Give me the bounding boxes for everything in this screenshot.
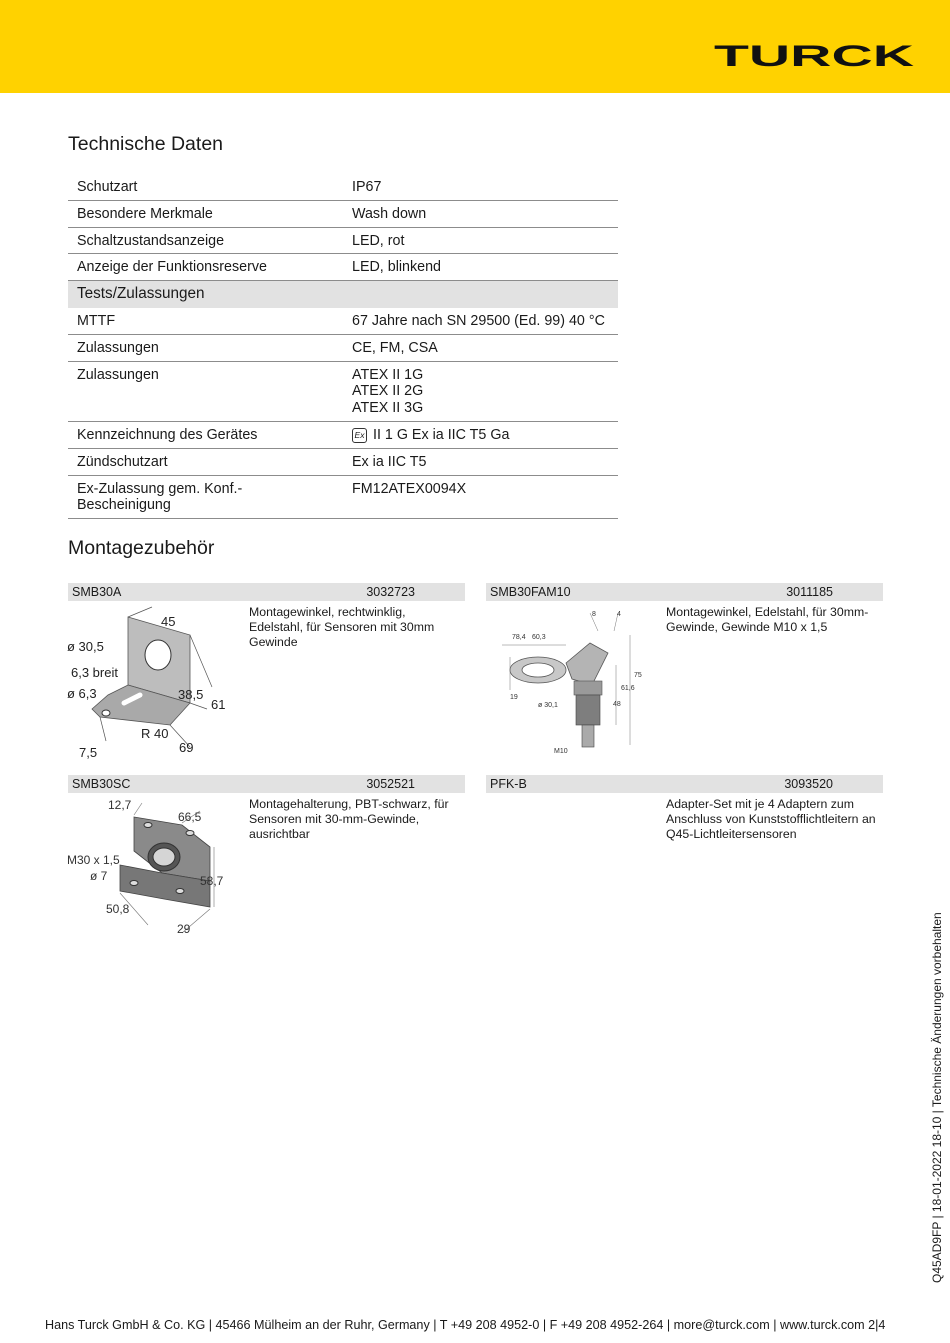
footer-contact: Hans Turck GmbH & Co. KG | 45466 Mülheim an der Ruhr, Germany | T +49 208 4952-0 | F +49 208 4952-264 | more@turck.com | www.turck.com 2|4 xyxy=(45,1318,886,1332)
svg-text:6,3 breit: 6,3 breit xyxy=(71,665,118,680)
svg-text:ø 7: ø 7 xyxy=(90,869,108,883)
svg-text:48: 48 xyxy=(613,701,621,708)
svg-text:78,4: 78,4 xyxy=(512,634,526,641)
tech-data-title: Technische Daten xyxy=(68,133,224,155)
svg-text:M10: M10 xyxy=(554,748,568,755)
svg-text:29: 29 xyxy=(177,922,191,936)
svg-text:19: 19 xyxy=(510,694,518,701)
accessory-description: Montagehalterung, PBT-schwarz, für Sensoren mit 30-mm-Gewinde, ausrichtbar xyxy=(249,797,449,841)
svg-text:ø 30,5: ø 30,5 xyxy=(67,639,104,654)
tech-data-table xyxy=(68,174,618,519)
smb30a-drawing xyxy=(62,605,242,768)
accessories-title: Montagezubehör xyxy=(68,537,215,559)
table-group-header: Tests/Zulassungen xyxy=(68,281,618,308)
side-revision-note: Q45AD9FP | 18-01-2022 18-10 | Technische Änderungen vorbehalten xyxy=(930,912,944,1283)
svg-text:4: 4 xyxy=(617,611,621,618)
svg-text:61: 61 xyxy=(211,697,226,712)
table-row: Anzeige der Funktionsreserve LED, blinkend xyxy=(68,254,618,281)
svg-text:M30 x 1,5: M30 x 1,5 xyxy=(67,853,120,867)
table-row: Zulassungen CE, FM, CSA xyxy=(68,334,618,361)
svg-text:R 40: R 40 xyxy=(141,726,169,741)
svg-text:66,5: 66,5 xyxy=(178,810,202,824)
table-row: Schutzart IP67 xyxy=(68,174,618,200)
svg-text:38,5: 38,5 xyxy=(178,687,204,702)
smb30sc-drawing xyxy=(62,795,242,945)
accessory-description: Montagewinkel, Edelstahl, für 30mm-Gewinde, Gewinde M10 x 1,5 xyxy=(666,605,869,634)
table-row: Zulassungen ATEX II 1G ATEX II 2G ATEX II 3G xyxy=(68,361,618,421)
logo-text: TURCK xyxy=(714,42,915,70)
accessory-header: SMB30A 3032723 xyxy=(68,583,465,601)
accessory-description: Montagewinkel, rechtwinklig, Edelstahl, für Sensoren mit 30mm Gewinde xyxy=(249,605,435,649)
table-row: Ex-Zulassung gem. Konf.-Bescheinigung FM12ATEX0094X xyxy=(68,475,618,519)
smb30fam10-drawing xyxy=(480,605,660,760)
svg-text:8: 8 xyxy=(592,611,596,618)
svg-text:45: 45 xyxy=(161,614,176,629)
table-row: MTTF 67 Jahre nach SN 29500 (Ed. 99) 40 °C xyxy=(68,308,618,334)
svg-text:ø 6,3: ø 6,3 xyxy=(67,686,97,701)
svg-text:75: 75 xyxy=(634,672,642,679)
svg-text:50,8: 50,8 xyxy=(106,902,130,916)
svg-text:7,5: 7,5 xyxy=(79,745,98,760)
turck-logo xyxy=(713,42,915,70)
accessory-header: PFK-B 3093520 xyxy=(486,775,883,793)
table-row: Kennzeichnung des Gerätes Ex II 1 G Ex ia IIC T5 Ga xyxy=(68,421,618,448)
table-row: Schaltzustandsanzeige LED, rot xyxy=(68,227,618,254)
svg-text:61,6: 61,6 xyxy=(621,685,635,692)
svg-text:12,7: 12,7 xyxy=(108,798,132,812)
svg-text:60,3: 60,3 xyxy=(532,634,546,641)
accessory-header: SMB30SC 3052521 xyxy=(68,775,465,793)
accessory-description: Adapter-Set mit je 4 Adaptern zum Anschluss von Kunststofflichtleitern an Q45-Lichtleitersensoren xyxy=(666,797,876,841)
svg-text:ø 30,1: ø 30,1 xyxy=(538,702,558,709)
table-row: Zündschutzart Ex ia IIC T5 xyxy=(68,448,618,475)
svg-text:69: 69 xyxy=(179,740,194,755)
accessory-header: SMB30FAM10 3011185 xyxy=(486,583,883,601)
table-row: Besondere Merkmale Wash down xyxy=(68,200,618,227)
svg-text:58,7: 58,7 xyxy=(200,874,224,888)
ex-mark-icon: Ex xyxy=(352,428,367,443)
